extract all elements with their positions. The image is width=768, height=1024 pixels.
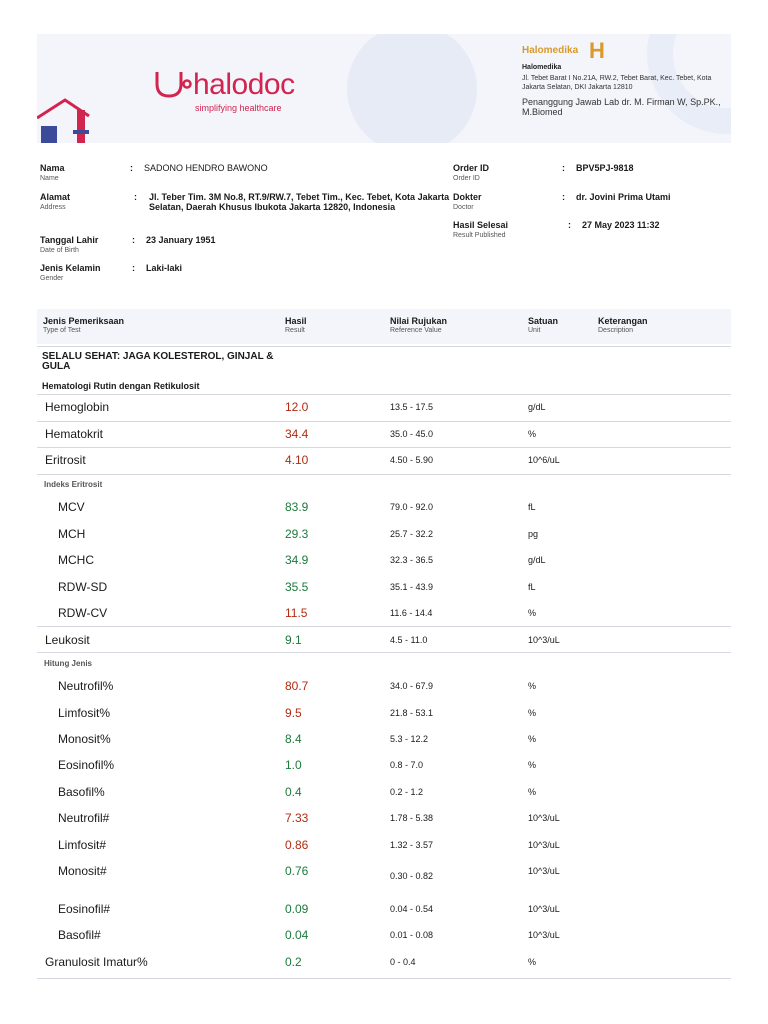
divider (37, 394, 731, 395)
table-row (0, 838, 768, 858)
reference-range: 79.0 - 92.0 (390, 502, 434, 512)
test-name: Monosit% (58, 732, 111, 746)
table-row (0, 427, 768, 447)
col-type: Jenis Pemeriksaan (43, 316, 125, 326)
halodoc-logo-icon (153, 70, 193, 102)
test-result: 12.0 (285, 400, 309, 414)
decor-circle (347, 34, 477, 143)
divider (37, 421, 731, 422)
reference-range: 11.6 - 14.4 (390, 608, 433, 618)
unit: 10^3/uL (528, 904, 560, 914)
unit: 10^3/uL (528, 930, 560, 940)
test-name: Eritrosit (45, 453, 86, 467)
doctor-name: dr. Jovini Prima Utami (576, 192, 671, 202)
test-result: 11.5 (285, 606, 308, 620)
unit: 10^3/uL (528, 635, 560, 645)
group-title: Hematologi Rutin dengan Retikulosit (42, 381, 200, 391)
test-result: 0.4 (285, 785, 302, 799)
divider (37, 474, 731, 475)
table-row (0, 580, 768, 600)
table-row (0, 500, 768, 520)
test-result: 7.33 (285, 811, 309, 825)
test-name: Basofil# (58, 928, 101, 942)
clinic-house-icon (37, 64, 99, 143)
lab-address: Jl. Tebet Barat I No.21A, RW.2, Tebet Barat, Kec. Tebet, Kota Jakarta Selatan, DKI Jakarta 12810 (522, 75, 712, 91)
test-name: Neutrofil# (58, 811, 110, 825)
test-result: 0.04 (285, 928, 309, 942)
unit: % (528, 429, 537, 439)
address-label: Alamat (40, 192, 71, 202)
test-result: 4.10 (285, 453, 309, 467)
test-result: 34.4 (285, 427, 309, 441)
patient-gender-field (40, 263, 440, 282)
patient-dob-field (40, 235, 440, 254)
patient-name: SADONO HENDRO BAWONO (144, 163, 268, 173)
reference-range: 0.2 - 1.2 (390, 787, 424, 797)
reference-range: 0.30 - 0.82 (390, 871, 434, 881)
test-name: RDW-CV (58, 606, 108, 620)
col-result-sub: Result (285, 327, 305, 334)
unit: fL (528, 582, 536, 592)
package-title: SELALU SEHAT: JAGA KOLESTEROL, GINJAL & GULA (42, 351, 274, 372)
test-result: 35.5 (285, 580, 309, 594)
unit: 10^3/uL (528, 866, 560, 876)
col-type-sub: Type of Test (43, 327, 81, 334)
halomedika-logo-text: Halomedika (522, 45, 579, 56)
subgroup-indeks-eritrosit: Indeks Eritrosit (44, 480, 103, 489)
unit: % (528, 708, 537, 718)
col-ref-sub: Reference Value (390, 327, 442, 334)
reference-range: 34.0 - 67.9 (390, 681, 434, 691)
colon: : (130, 163, 133, 173)
test-result: 83.9 (285, 500, 309, 514)
unit: 10^3/uL (528, 840, 560, 850)
address-sublabel: Address (40, 204, 66, 211)
test-result: 0.76 (285, 864, 309, 878)
test-result: 9.1 (285, 633, 302, 647)
table-row (0, 679, 768, 699)
result-published-field (453, 220, 723, 239)
test-name: MCHC (58, 553, 94, 567)
order-id-sublabel: Order ID (453, 175, 480, 182)
table-row (0, 811, 768, 831)
divider (37, 346, 731, 347)
table-row (0, 633, 768, 653)
reference-range: 0 - 0.4 (390, 957, 416, 967)
published-date: 27 May 2023 11:32 (582, 220, 660, 230)
unit: pg (528, 529, 539, 539)
table-row (0, 902, 768, 922)
doctor-label: Dokter (453, 192, 482, 202)
doctor-field (453, 192, 723, 211)
dob-label: Tanggal Lahir (40, 235, 99, 245)
test-name: Monosit# (58, 864, 107, 878)
test-name: Limfosit% (58, 706, 111, 720)
reference-range: 4.50 - 5.90 (390, 455, 434, 465)
doctor-sublabel: Doctor (453, 204, 474, 211)
patient-dob: 23 January 1951 (146, 235, 216, 245)
unit: % (528, 681, 537, 691)
gender-label: Jenis Kelamin (40, 263, 101, 273)
order-id: BPV5PJ-9818 (576, 163, 634, 173)
name-label: Nama (40, 163, 65, 173)
table-row (0, 785, 768, 805)
unit: g/dL (528, 555, 546, 565)
reference-range: 13.5 - 17.5 (390, 402, 434, 412)
test-result: 80.7 (285, 679, 309, 693)
table-row (0, 400, 768, 420)
col-desc: Keterangan (598, 316, 648, 326)
table-row (0, 606, 768, 626)
test-name: Eosinofil% (58, 758, 115, 772)
patient-address: Jl. Teber Tim. 3M No.8, RT.9/RW.7, Tebet Tim., Kec. Tebet, Kota Jakarta Selatan, Daerah Khusus Ibukota Jakarta 12820, Indonesia (149, 192, 450, 212)
reference-range: 21.8 - 53.1 (390, 708, 434, 718)
reference-range: 25.7 - 32.2 (390, 529, 434, 539)
unit: 10^3/uL (528, 813, 560, 823)
lab-name: Halomedika (522, 64, 562, 71)
colon: : (562, 163, 565, 173)
table-row (0, 732, 768, 752)
reference-range: 4.5 - 11.0 (390, 635, 428, 645)
divider (37, 447, 731, 448)
test-name: Granulosit Imatur% (45, 955, 148, 969)
unit: fL (528, 502, 536, 512)
col-desc-sub: Description (598, 327, 634, 334)
colon: : (134, 192, 137, 202)
test-result: 8.4 (285, 732, 302, 746)
colon: : (132, 263, 135, 273)
reference-range: 35.1 - 43.9 (390, 582, 434, 592)
unit: g/dL (528, 402, 546, 412)
halomedika-logo-mark: H (589, 38, 605, 63)
reference-range: 5.3 - 12.2 (390, 734, 429, 744)
test-name: Limfosit# (58, 838, 107, 852)
results-table-header (37, 309, 731, 344)
divider (37, 978, 731, 979)
test-result: 0.09 (285, 902, 309, 916)
reference-range: 1.32 - 3.57 (390, 840, 434, 850)
halodoc-tagline: simplifying healthcare (195, 103, 282, 113)
patient-gender: Laki-laki (146, 263, 183, 273)
unit: % (528, 787, 537, 797)
order-id-field (453, 163, 723, 182)
unit: % (528, 760, 537, 770)
table-row (0, 864, 768, 884)
reference-range: 1.78 - 5.38 (390, 813, 434, 823)
reference-range: 32.3 - 36.5 (390, 555, 434, 565)
unit: % (528, 734, 537, 744)
table-row (0, 453, 768, 473)
test-result: 1.0 (285, 758, 302, 772)
colon: : (568, 220, 571, 230)
table-row (0, 706, 768, 726)
test-name: Neutrofil% (58, 679, 114, 693)
test-result: 0.86 (285, 838, 309, 852)
table-row (0, 553, 768, 573)
table-row (0, 928, 768, 948)
name-sublabel: Name (40, 175, 59, 182)
dob-sublabel: Date of Birth (40, 247, 79, 254)
reference-range: 0.8 - 7.0 (390, 760, 424, 770)
published-sublabel: Result Published (453, 232, 506, 239)
patient-name-field (40, 163, 440, 182)
col-result: Hasil (285, 316, 307, 326)
unit: % (528, 608, 537, 618)
unit: 10^6/uL (528, 455, 560, 465)
divider (37, 626, 731, 627)
test-result: 9.5 (285, 706, 302, 720)
gender-sublabel: Gender (40, 275, 64, 282)
test-result: 29.3 (285, 527, 309, 541)
table-row (0, 758, 768, 778)
colon: : (132, 235, 135, 245)
test-name: Basofil% (58, 785, 105, 799)
col-unit-sub: Unit (528, 327, 541, 334)
unit: % (528, 957, 537, 967)
test-name: Hemoglobin (45, 400, 110, 414)
order-id-label: Order ID (453, 163, 490, 173)
halodoc-logo-text: halodoc (193, 68, 295, 101)
col-ref: Nilai Rujukan (390, 316, 448, 326)
test-name: RDW-SD (58, 580, 108, 594)
table-row (0, 955, 768, 975)
test-name: Leukosit (45, 633, 90, 647)
test-result: 34.9 (285, 553, 309, 567)
test-name: MCH (58, 527, 86, 541)
reference-range: 0.01 - 0.08 (390, 930, 434, 940)
reference-range: 35.0 - 45.0 (390, 429, 434, 439)
divider (37, 652, 731, 653)
test-name: Hematokrit (45, 427, 104, 441)
published-label: Hasil Selesai (453, 220, 509, 230)
test-name: MCV (58, 500, 85, 514)
subgroup-hitung-jenis: Hitung Jenis (44, 659, 93, 668)
test-result: 0.2 (285, 955, 302, 969)
patient-address-field (40, 192, 450, 211)
report-header (37, 34, 731, 143)
col-unit: Satuan (528, 316, 559, 326)
table-row (0, 527, 768, 547)
reference-range: 0.04 - 0.54 (390, 904, 434, 914)
lab-person-in-charge: Penanggung Jawab Lab dr. M. Firman W, Sp.PK., M.Biomed (522, 97, 721, 117)
colon: : (562, 192, 565, 202)
test-name: Eosinofil# (58, 902, 111, 916)
